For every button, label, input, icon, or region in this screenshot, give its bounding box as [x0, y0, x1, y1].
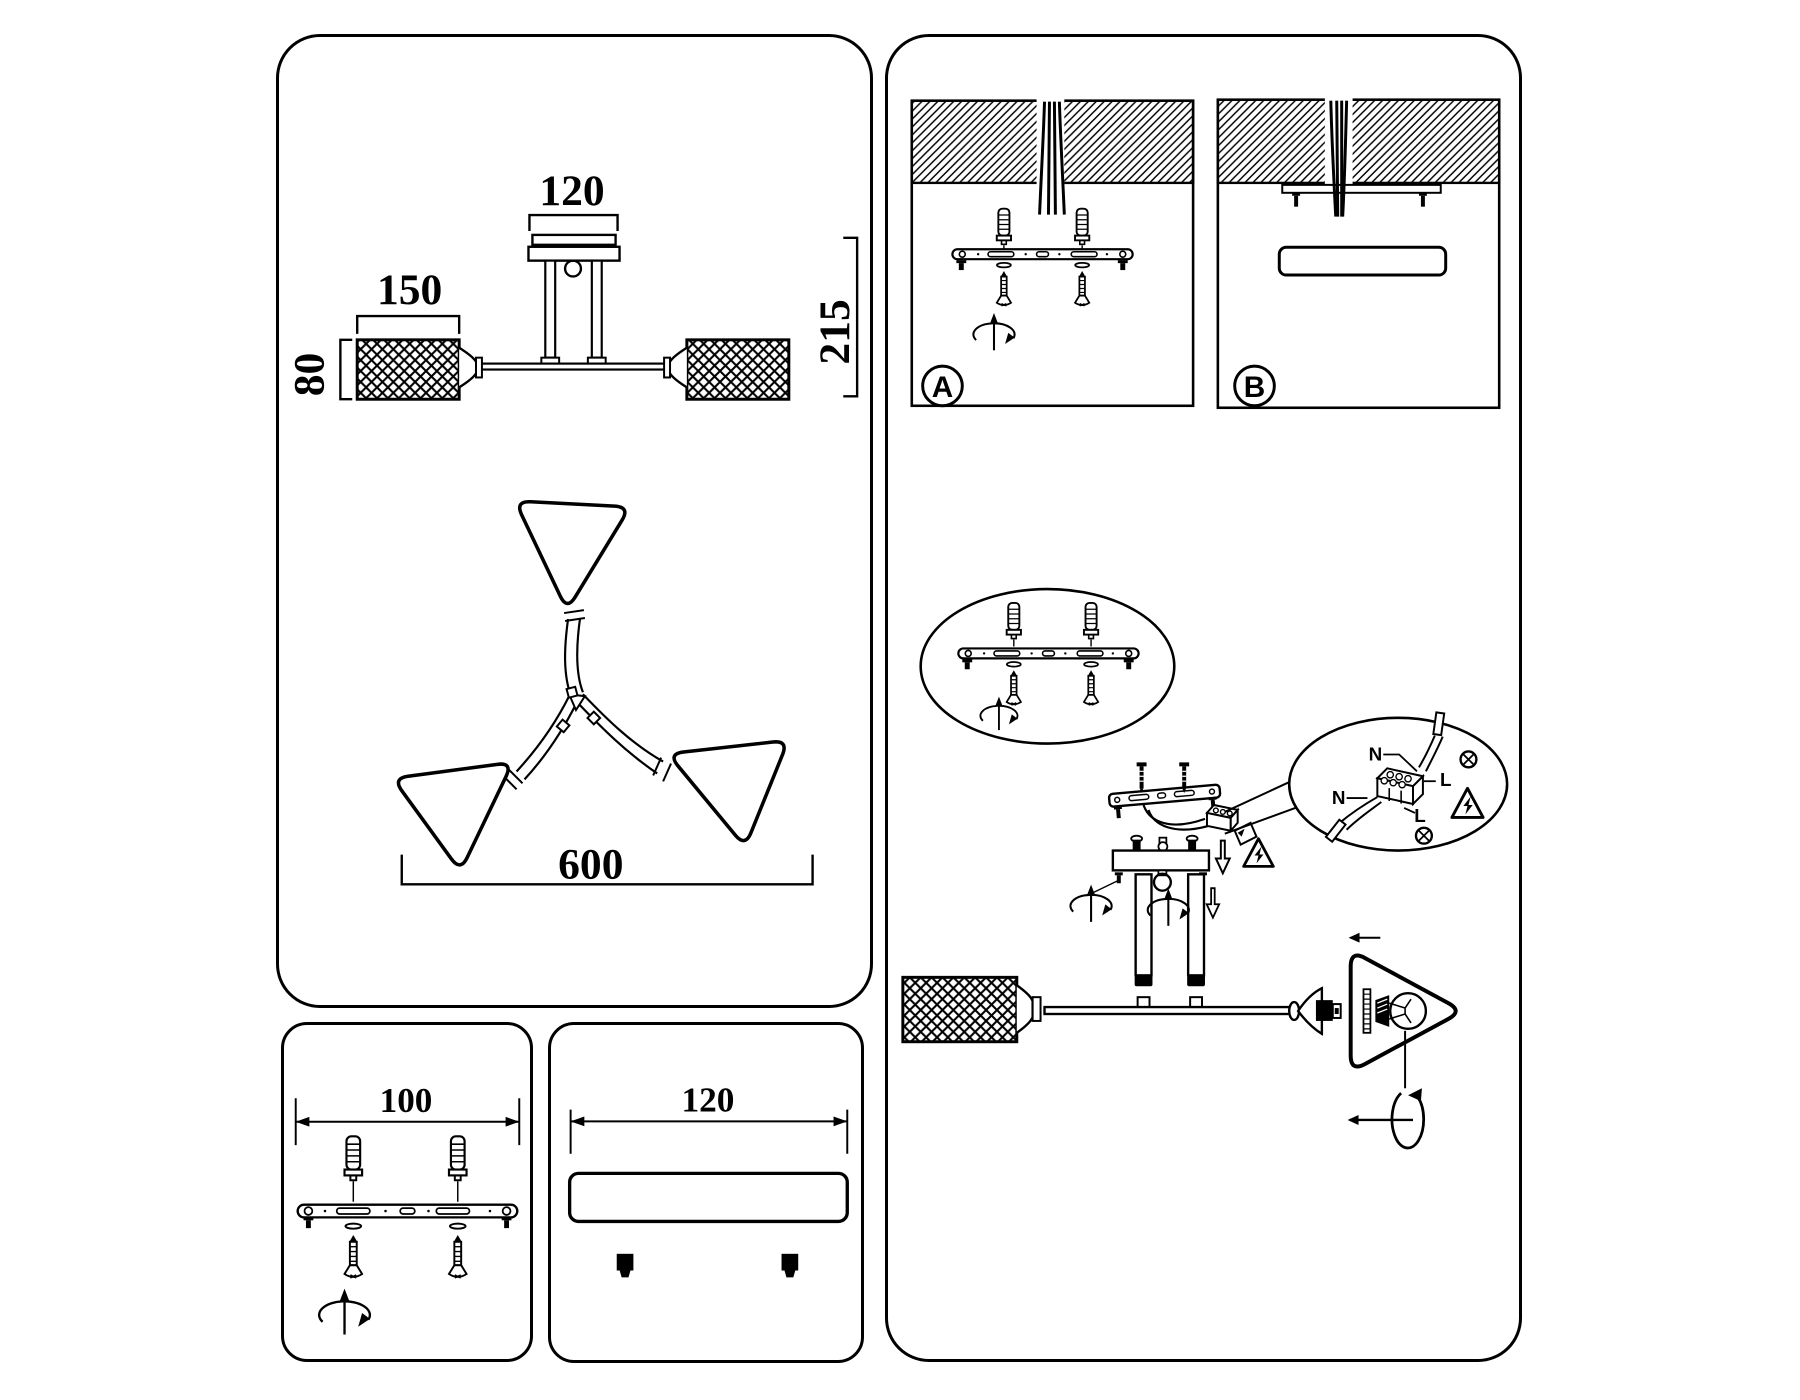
dimensions-drawing: [279, 37, 870, 1005]
shade-right: [655, 708, 787, 843]
mounting-bar: [952, 249, 1132, 259]
warning-icon: [1244, 839, 1274, 867]
wall-anchor: [997, 209, 1011, 245]
wall-anchor: [345, 1136, 363, 1180]
dim-shade-height: [286, 340, 353, 399]
ceiling-hatch: [1218, 100, 1499, 183]
wiring-detail-bubble: [1225, 712, 1507, 850]
wall-anchor: [449, 1136, 467, 1180]
svg-text:120: 120: [681, 1080, 735, 1120]
panel-canopy: [548, 1022, 864, 1363]
canopy-body: [570, 1173, 848, 1221]
step-a: [912, 99, 1193, 406]
lamp-arm: [903, 977, 1341, 1041]
down-arrow-icon: [1216, 841, 1230, 874]
rotate-icon: [1348, 1088, 1424, 1148]
mounting-bracket-drawing: [284, 1025, 530, 1359]
side-view: [286, 167, 860, 399]
rotate-icon: [319, 1289, 370, 1335]
dim-canopy-width: 120: [539, 167, 605, 216]
step-b: [1218, 98, 1499, 408]
canopy-nuts: [617, 1254, 798, 1278]
washers: [346, 1224, 466, 1229]
panel-mounting-bracket: [281, 1022, 533, 1362]
bulb-detail: [1348, 933, 1456, 1148]
label-neutral-bottom: N: [1331, 786, 1346, 808]
step-a-label: A: [931, 370, 954, 404]
step-b-label: B: [1243, 370, 1266, 404]
label-line-bottom: L: [1414, 804, 1426, 826]
bracket-detail-bubble: [921, 589, 1175, 744]
label-line-top: L: [1439, 769, 1452, 791]
bracket-dim: [296, 1081, 520, 1145]
exploded-assembly: [903, 762, 1341, 1041]
shade-top: [515, 501, 625, 606]
svg-text:215: 215: [811, 299, 860, 365]
panel-installation: [885, 34, 1522, 1362]
down-arrow-icon: [1207, 888, 1219, 917]
svg-text:600: 600: [558, 840, 624, 889]
mounting-bar: [298, 1205, 518, 1228]
shade-left: [396, 724, 538, 868]
canopy-body: [1279, 247, 1445, 275]
label-neutral-top: N: [1368, 743, 1383, 765]
canopy-dim: [571, 1081, 848, 1154]
panel-dimensions: [276, 34, 873, 1008]
svg-text:80: 80: [285, 352, 334, 397]
screw: [345, 1235, 363, 1278]
wall-anchor: [1075, 209, 1089, 245]
top-view: [396, 501, 813, 888]
svg-text:100: 100: [379, 1080, 433, 1120]
rotate-icon: [1070, 885, 1111, 922]
dim-shade-width: 150: [377, 266, 443, 315]
installation-drawing: [888, 37, 1519, 1359]
canopy-drawing: [551, 1025, 861, 1360]
dim-fixture-height: [811, 238, 859, 396]
stem-tubes: [1135, 874, 1205, 986]
screw: [449, 1235, 467, 1278]
rotate-icon: [1148, 889, 1189, 926]
mounting-bar: [1282, 185, 1440, 193]
